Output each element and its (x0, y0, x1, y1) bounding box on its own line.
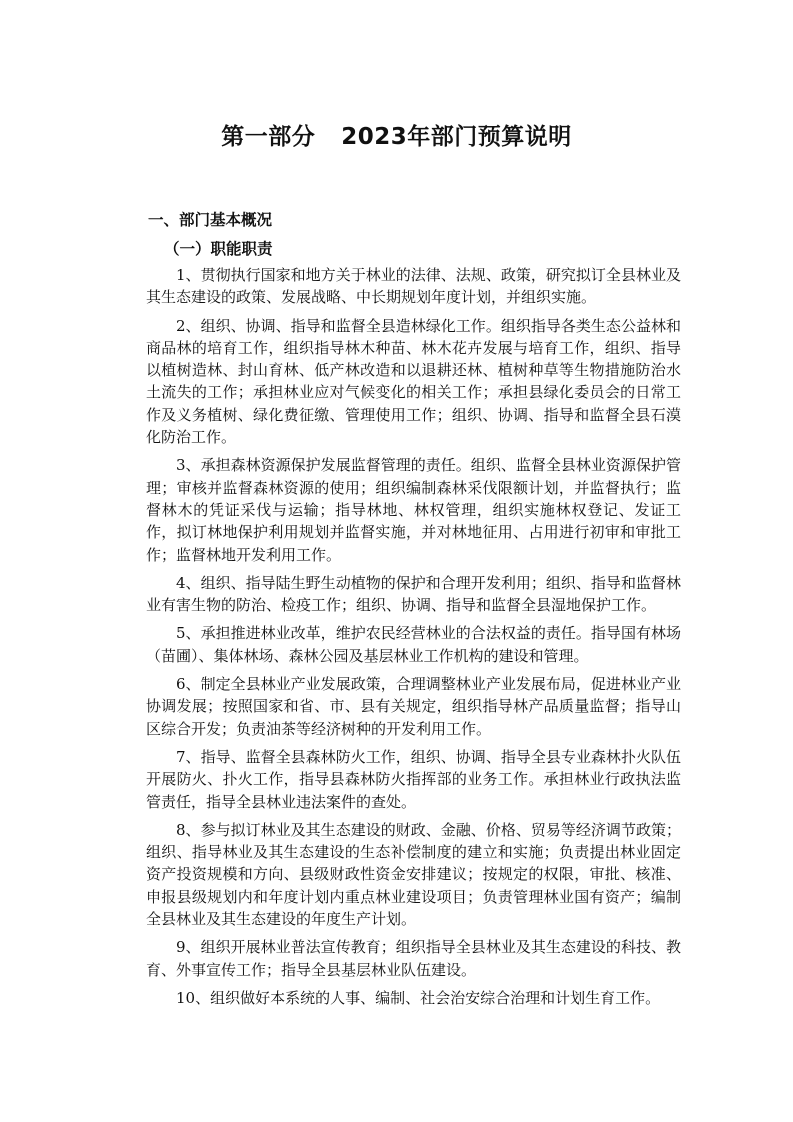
paragraph-1: 1、贯彻执行国家和地方关于林业的法律、法规、政策，研究拟订全县林业及其生态建设的政策、发展战略、中长期规划年度计划，并组织实施。 (146, 266, 681, 307)
title-main: 2023年部门预算说明 (341, 124, 572, 150)
paragraph-5: 5、承担推进林业改革，维护农民经营林业的合法权益的责任。指导国有林场（苗圃）、集体林场、森林公园及基层林业工作机构的建设和管理。 (146, 624, 681, 665)
page-title (0, 118, 793, 151)
paragraph-10: 10、组织做好本系统的人事、编制、社会治安综合治理和计划生育工作。 (176, 988, 661, 1007)
paragraph-4: 4、组织、指导陆生野生动植物的保护和合理开发利用；组织、指导和监督林业有害生物的防治、检疫工作；组织、协调、指导和监督全县湿地保护工作。 (146, 573, 681, 615)
paragraph-8: 8、参与拟订林业及其生态建设的财政、金融、价格、贸易等经济调节政策；组织、指导林业及其生态建设的生态补偿制度的建立和实施；负责提出林业固定资产投资规模和方向、县级财政性资金安排建议；按规定的权限，审批、核准、申报县级规划内和年度计划内重点林业建设项目；负责管理林业国有资产；编制全县林业及其生态建设的年度生产计划。 (146, 820, 681, 929)
section-heading: 一、部门基本概况 (148, 211, 273, 229)
paragraph-7: 7、指导、监督全县森林防火工作，组织、协调、指导全县专业森林扑火队伍开展防火、扑火工作，指导县森林防火指挥部的业务工作。承担林业行政执法监管责任，指导全县林业违法案件的查处。 (146, 747, 681, 811)
paragraph-3: 3、承担森林资源保护发展监督管理的责任。组织、监督全县林业资源保护管理；审核并监督森林资源的使用；组织编制森林采伐限额计划，并监督执行；监督林木的凭证采伐与运输；指导林地、林权管理，组织实施林权登记、发证工作，拟订林地保护利用规划并监督实施，并对林地征用、占用进行初审和审批工作；监督林地开发利用工作。 (146, 456, 681, 564)
paragraph-6: 6、制定全县林业产业发展政策，合理调整林业产业发展布局，促进林业产业协调发展；按照国家和省、市、县有关规定，组织指导林产品质量监督；指导山区综合开发；负责油茶等经济树种的开发利用工作。 (146, 675, 681, 738)
document-body (146, 264, 681, 1015)
title-part: 第一部分 (221, 124, 316, 150)
paragraph-9: 9、组织开展林业普法宣传教育；组织指导全县林业及其生态建设的科技、教育、外事宣传工作；指导全县基层林业队伍建设。 (146, 938, 681, 979)
subsection-heading: （一）职能职责 (164, 240, 273, 258)
paragraph-2: 2、组织、协调、指导和监督全县造林绿化工作。组织指导各类生态公益林和商品林的培育工作，组织指导林木种苗、林木花卉发展与培育工作，组织、指导以植树造林、封山育林、低产林改造和以退耕还林、植树种草等生物措施防治水土流失的工作；承担林业应对气候变化的相关工作；承担县绿化委员会的日常工作及义务植树、绿化费征缴、管理使用工作；组织、协调、指导和监督全县石漠化防治工作。 (146, 316, 681, 447)
